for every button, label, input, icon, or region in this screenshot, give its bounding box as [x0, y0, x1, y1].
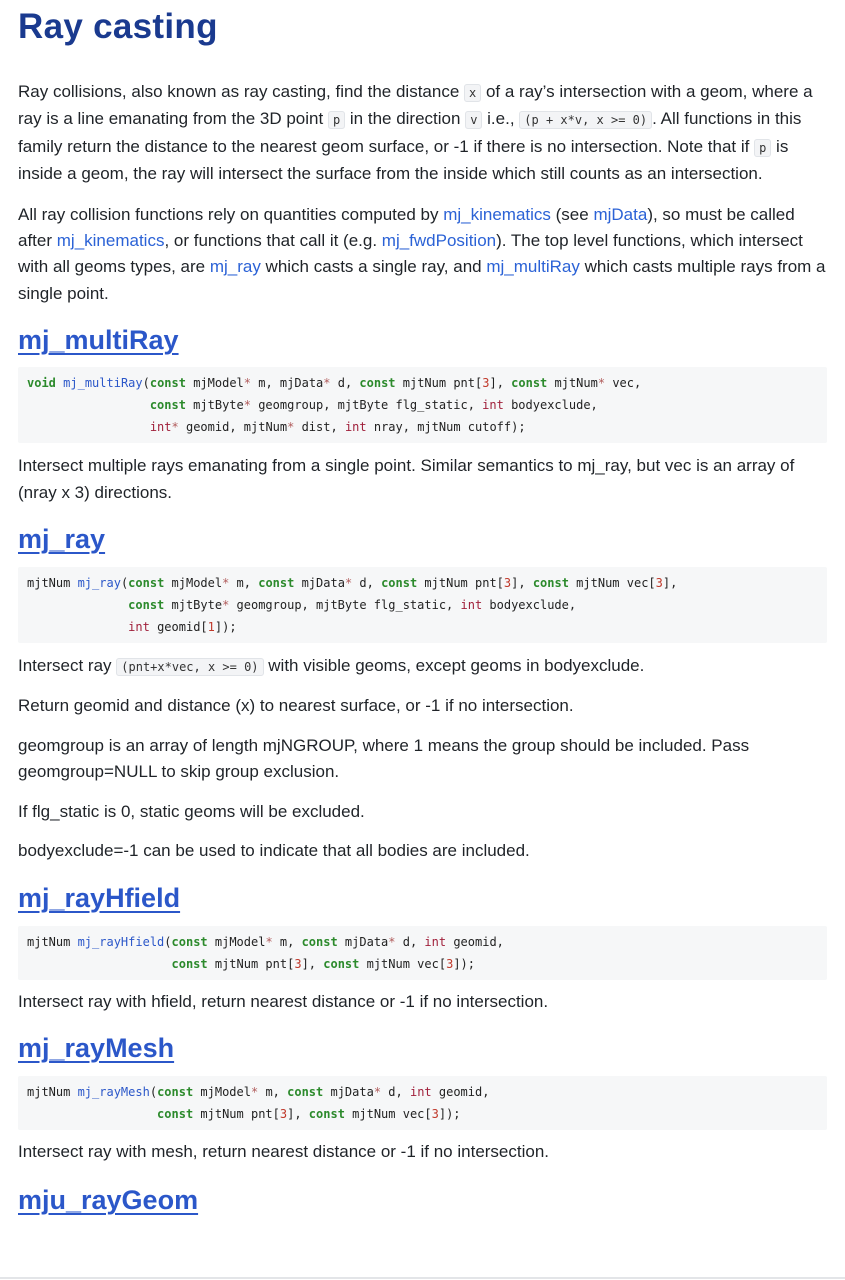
link-mj-kinematics[interactable]: mj_kinematics	[443, 204, 551, 224]
description-mj-raymesh: Intersect ray with mesh, return nearest distance or -1 if no intersection.	[18, 1141, 550, 1161]
link-mj-kinematics[interactable]: mj_kinematics	[56, 231, 165, 251]
text: ). The top level functions, which intersect with all geoms types, are	[18, 231, 803, 277]
inline-code-ray-expr: (p + x*v, x >= 0)	[519, 111, 652, 129]
page-title: Ray casting	[18, 7, 218, 46]
description-mj-ray-5: bodyexclude=-1 can be used to indicate that all bodies are included.	[18, 841, 530, 861]
heading-link[interactable]: mj_rayMesh	[18, 1032, 175, 1063]
divider	[0, 1277, 845, 1279]
code-block-mj-ray: mjtNum mj_ray(const mjModel* m, const mjData* d, const mjtNum pnt[3], const mjtNum vec[3], const mjtByte* geomgroup, mjtByte flg_static, int bodyexclude, int geomid[1]);	[18, 567, 827, 643]
code-block-mj-raymesh: mjtNum mj_rayMesh(const mjModel* m, const mjData* d, int geomid, const mjtNum pnt[3], const mjtNum vec[3]);	[18, 1076, 827, 1130]
text: Ray collisions, also known as ray casting, find the distance	[18, 82, 465, 101]
heading-link[interactable]: mj_multiRay	[18, 325, 179, 356]
section-heading-mj-multiray	[18, 323, 827, 357]
code-block-mj-rayhfield: mjtNum mj_rayHfield(const mjModel* m, const mjData* d, int geomid, const mjtNum pnt[3], const mjtNum vec[3]);	[18, 926, 827, 980]
text: is inside a geom, the ray will intersect the surface from the inside which still counts as an intersection.	[18, 136, 789, 184]
text: Intersect ray	[18, 656, 117, 676]
text: i.e.,	[482, 109, 520, 129]
text: , or functions that call it (e.g.	[164, 231, 382, 251]
section-heading-mj-rayhfield	[18, 881, 827, 915]
description-mj-multiray: Intersect multiple rays emanating from a single point. Similar semantics to mj_ray, but vec is an array of (nray x 3) directions.	[18, 456, 795, 502]
description-mj-rayhfield: Intersect ray with hfield, return nearest distance or -1 if no intersection.	[18, 991, 549, 1011]
heading-link[interactable]: mju_rayGeom	[18, 1185, 199, 1216]
text: in the direction	[345, 109, 466, 129]
section-heading-mj-ray	[18, 522, 827, 556]
inline-code-ray-expr: (pnt+x*vec, x >= 0)	[116, 658, 263, 676]
link-mj-multiray[interactable]: mj_multiRay	[486, 257, 580, 277]
description-mj-ray-2: Return geomid and distance (x) to nearest surface, or -1 if no intersection.	[18, 696, 574, 716]
link-mjdata[interactable]: mjData	[593, 204, 648, 224]
text: which casts a single ray, and	[260, 257, 487, 277]
text: ), so must be called after	[18, 204, 795, 251]
text: . All functions in this family return the distance to the nearest geom surface, or -1 if there is no intersection. Note that if	[18, 109, 802, 156]
description-mj-ray-1	[18, 653, 827, 680]
text: All ray collision functions rely on quantities computed by	[18, 204, 444, 224]
section-heading-mj-raymesh	[18, 1031, 827, 1065]
intro-paragraph-1	[18, 79, 827, 188]
section-heading-mju-raygeom	[18, 1183, 827, 1217]
inline-code-x: x	[464, 84, 481, 102]
heading-link[interactable]: mj_rayHfield	[18, 882, 181, 913]
text: with visible geoms, except geoms in bodyexclude.	[263, 656, 645, 676]
description-mj-ray-4: If flg_static is 0, static geoms will be excluded.	[18, 801, 365, 821]
text: which casts multiple rays from a single point.	[18, 257, 826, 303]
code-block-mj-multiray: void mj_multiRay(const mjModel* m, mjData* d, const mjtNum pnt[3], const mjtNum* vec, const mjtByte* geomgroup, mjtByte flg_static, int bodyexclude, int* geomid, mjtNum* dist, int nray, mjtNum cutoff);	[18, 367, 827, 443]
inline-code-p: p	[754, 139, 771, 157]
text: (see	[550, 204, 594, 224]
text: of a ray’s intersection with a geom, where a ray is a line emanating from the 3D point	[18, 82, 813, 129]
link-mj-ray[interactable]: mj_ray	[209, 257, 261, 277]
inline-code-v: v	[465, 111, 482, 129]
link-mj-fwdposition[interactable]: mj_fwdPosition	[381, 231, 497, 251]
inline-code-p: p	[328, 111, 345, 129]
description-mj-ray-3: geomgroup is an array of length mjNGROUP, where 1 means the group should be included. Pass geomgroup=NULL to skip group exclusion.	[18, 735, 750, 782]
heading-link[interactable]: mj_ray	[18, 524, 106, 555]
intro-paragraph-2	[18, 202, 827, 308]
